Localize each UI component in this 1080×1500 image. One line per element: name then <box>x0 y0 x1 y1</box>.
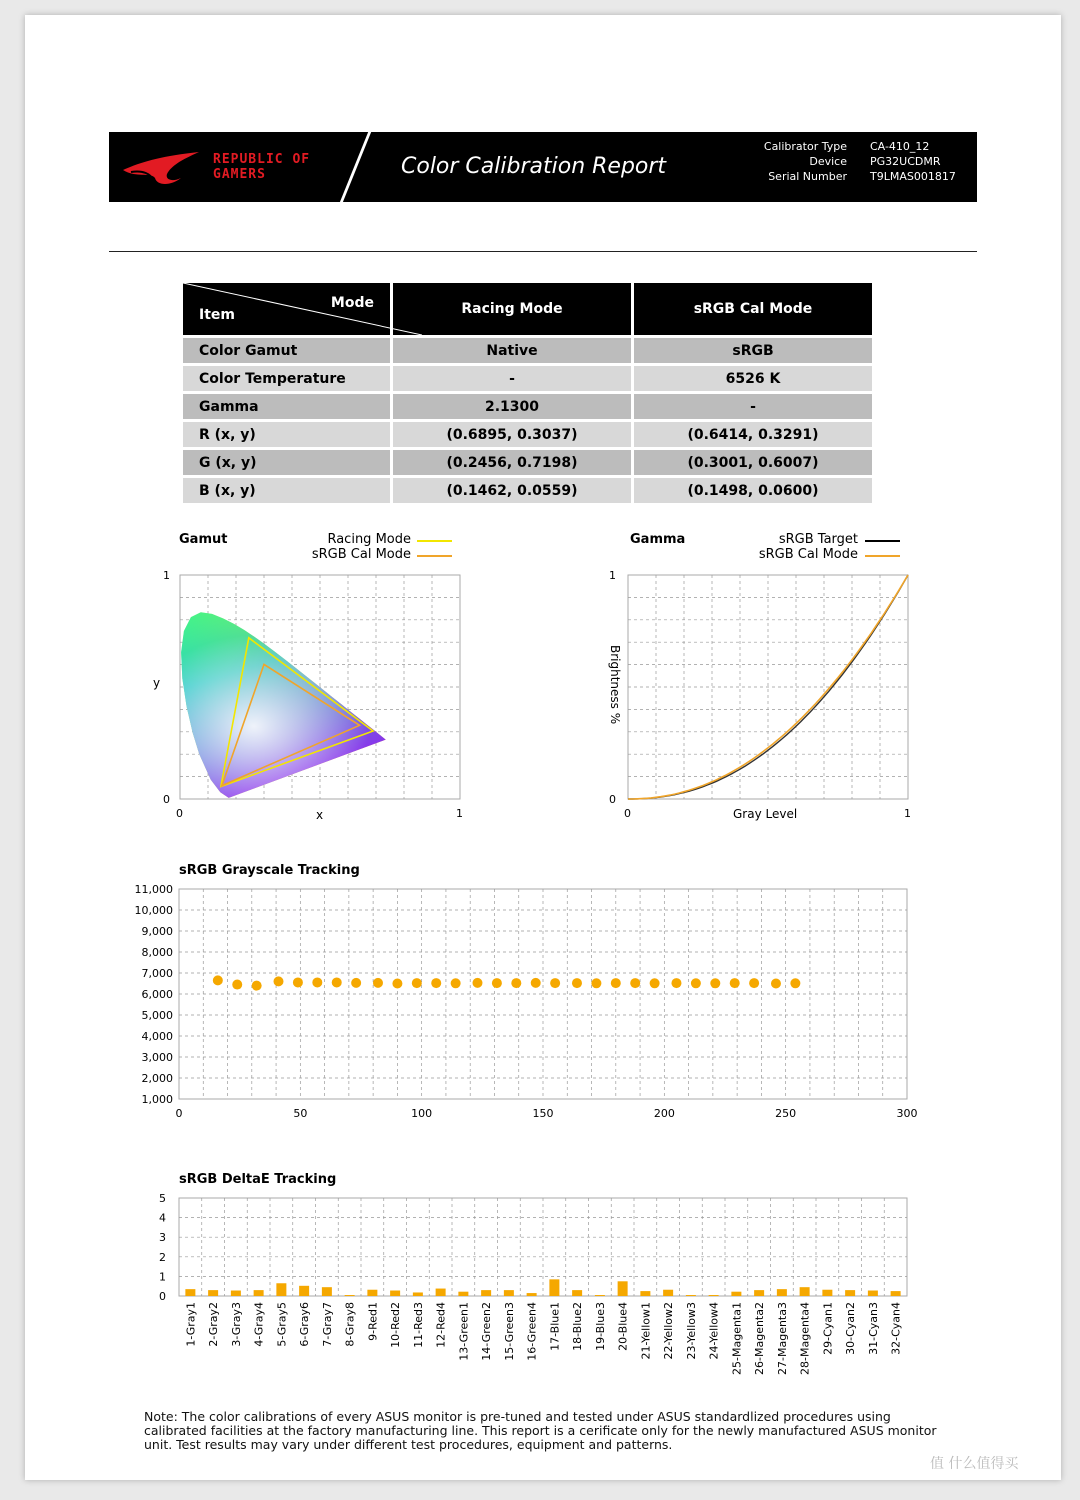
deltae-x-tick: 7-Gray7 <box>320 1302 334 1347</box>
deltae-y-tick: 4 <box>159 1211 166 1225</box>
gray-point <box>790 978 800 988</box>
gray-y-tick: 9,000 <box>141 925 173 938</box>
deltae-x-tick: 17-Blue1 <box>548 1302 562 1351</box>
meta-label-device: Device <box>809 155 847 168</box>
gray-point <box>591 978 601 988</box>
deltae-x-tick: 2-Gray2 <box>207 1302 221 1347</box>
row-item: Color Temperature <box>183 366 390 391</box>
row-srgb: (0.3001, 0.6007) <box>634 450 872 475</box>
row-racing: (0.6895, 0.3037) <box>393 422 631 447</box>
deltae-x-tick: 31-Cyan3 <box>866 1302 880 1355</box>
deltae-x-tick: 21-Yellow1 <box>639 1302 653 1360</box>
deltae-bar <box>299 1286 309 1296</box>
deltae-x-tick: 22-Yellow2 <box>662 1302 676 1360</box>
gray-point <box>531 978 541 988</box>
deltae-bar <box>754 1290 764 1296</box>
gray-x-tick: 200 <box>653 1107 675 1120</box>
deltae-bar <box>709 1295 719 1296</box>
gray-x-tick: 250 <box>775 1107 797 1120</box>
gamma-x-tick-0: 0 <box>624 807 631 820</box>
deltae-bar <box>640 1291 650 1296</box>
corner-item-label: Item <box>199 307 235 323</box>
deltae-x-tick: 12-Red4 <box>434 1302 448 1348</box>
deltae-bar <box>572 1290 582 1296</box>
deltae-x-tick: 29-Cyan1 <box>821 1302 835 1355</box>
gamut-y-tick-1: 1 <box>163 569 170 582</box>
deltae-bar <box>390 1291 400 1296</box>
gray-y-tick: 8,000 <box>141 946 173 959</box>
gray-point <box>351 978 361 988</box>
deltae-bar <box>777 1289 787 1296</box>
deltae-x-tick: 28-Magenta4 <box>798 1302 812 1375</box>
deltae-bar <box>891 1291 901 1296</box>
gamut-legend-racing-swatch <box>417 540 452 542</box>
deltae-bar <box>254 1290 264 1296</box>
meta-value-serial: T9LMAS001817 <box>870 170 956 183</box>
brand-line-1: REPUBLIC OF <box>213 152 311 167</box>
deltae-title: sRGB DeltaE Tracking <box>179 1172 337 1187</box>
deltae-y-tick: 5 <box>159 1192 166 1205</box>
table-row <box>183 450 872 475</box>
gamut-legend-srgb: sRGB Cal Mode <box>311 547 411 562</box>
gray-point <box>472 978 482 988</box>
deltae-bar <box>231 1291 241 1296</box>
gray-point <box>671 978 681 988</box>
deltae-bar <box>413 1292 423 1296</box>
deltae-x-tick: 26-Magenta2 <box>753 1302 767 1375</box>
deltae-x-tick: 11-Red3 <box>411 1302 425 1348</box>
deltae-x-tick: 18-Blue2 <box>571 1302 585 1351</box>
deltae-x-tick: 10-Red2 <box>389 1302 403 1348</box>
deltae-bar <box>686 1295 696 1296</box>
spec-table <box>180 280 875 506</box>
deltae-x-tick: 1-Gray1 <box>184 1302 198 1347</box>
brand-line-2: GAMERS <box>213 167 266 182</box>
row-item: R (x, y) <box>183 422 390 447</box>
deltae-bar <box>185 1289 195 1296</box>
row-srgb: (0.1498, 0.0600) <box>634 478 872 503</box>
row-srgb: - <box>634 394 872 419</box>
row-racing: (0.2456, 0.7198) <box>393 450 631 475</box>
col-header-racing: Racing Mode <box>393 283 631 335</box>
deltae-x-tick: 13-Green1 <box>457 1302 471 1361</box>
row-racing: 2.1300 <box>393 394 631 419</box>
gamut-legend-srgb-swatch <box>417 555 452 557</box>
row-racing: - <box>393 366 631 391</box>
gray-y-tick: 7,000 <box>141 967 173 980</box>
gamma-legend-srgb: sRGB Cal Mode <box>758 547 858 562</box>
report-title: Color Calibration Report <box>401 154 667 179</box>
gray-point <box>730 978 740 988</box>
deltae-bar <box>367 1290 377 1296</box>
gamma-y-tick-1: 1 <box>609 569 616 582</box>
row-racing: Native <box>393 338 631 363</box>
gray-point <box>332 977 342 987</box>
gray-point <box>630 978 640 988</box>
deltae-bar <box>481 1290 491 1296</box>
gray-point <box>373 978 383 988</box>
table-row <box>183 394 872 419</box>
gray-point <box>572 978 582 988</box>
gamut-chart <box>145 565 475 825</box>
gamut-y-tick-0: 0 <box>163 793 170 806</box>
deltae-bar <box>822 1290 832 1296</box>
row-srgb: (0.6414, 0.3291) <box>634 422 872 447</box>
row-srgb: 6526 K <box>634 366 872 391</box>
header-rule <box>109 251 977 252</box>
gamut-x-tick-0: 0 <box>176 807 183 820</box>
deltae-x-tick: 32-Cyan4 <box>889 1302 903 1355</box>
gray-y-tick: 3,000 <box>141 1051 173 1064</box>
gray-point <box>293 977 303 987</box>
deltae-bar <box>845 1290 855 1296</box>
corner-mode-label: Mode <box>330 295 374 311</box>
deltae-bar <box>345 1295 355 1296</box>
rog-logo-icon <box>121 148 201 188</box>
gamma-chart <box>593 565 923 825</box>
deltae-x-tick: 8-Gray8 <box>343 1302 357 1347</box>
gray-point <box>312 977 322 987</box>
brand-name <box>213 152 310 182</box>
deltae-bar <box>549 1279 559 1296</box>
deltae-x-tick: 4-Gray4 <box>252 1302 266 1347</box>
report-page <box>25 15 1061 1480</box>
gamut-legend-racing: Racing Mode <box>327 532 411 547</box>
gray-point <box>232 980 242 990</box>
gray-y-tick: 4,000 <box>141 1030 173 1043</box>
header-banner <box>109 132 977 202</box>
gamma-legend-target-swatch <box>865 540 900 542</box>
deltae-bar <box>595 1295 605 1296</box>
deltae-bar <box>436 1289 446 1296</box>
deltae-x-tick: 9-Red1 <box>366 1302 380 1341</box>
deltae-chart <box>145 1190 925 1390</box>
row-racing: (0.1462, 0.0559) <box>393 478 631 503</box>
deltae-x-tick: 25-Magenta1 <box>730 1302 744 1375</box>
gray-x-tick: 300 <box>896 1107 918 1120</box>
gray-point <box>273 976 283 986</box>
gray-y-tick: 5,000 <box>141 1009 173 1022</box>
deltae-bar <box>731 1292 741 1296</box>
meta-label-calibrator: Calibrator Type <box>763 140 847 153</box>
deltae-y-tick: 2 <box>159 1250 166 1264</box>
gray-point <box>492 978 502 988</box>
row-item: B (x, y) <box>183 478 390 503</box>
meta-value-calibrator: CA-410_12 <box>870 140 930 153</box>
deltae-y-tick: 0 <box>159 1290 166 1303</box>
deltae-x-tick: 5-Gray5 <box>275 1302 289 1347</box>
table-row <box>183 366 872 391</box>
grayscale-title: sRGB Grayscale Tracking <box>179 863 360 878</box>
gamut-y-label: y <box>153 676 161 690</box>
gray-y-tick: 2,000 <box>141 1072 173 1085</box>
gray-x-tick: 150 <box>532 1107 554 1120</box>
gamut-title: Gamut <box>179 532 228 547</box>
gray-x-tick: 50 <box>293 1107 308 1120</box>
deltae-y-tick: 3 <box>159 1231 166 1245</box>
col-header-srgb: sRGB Cal Mode <box>634 283 872 335</box>
row-srgb: sRGB <box>634 338 872 363</box>
meta-label-serial: Serial Number <box>768 170 847 183</box>
row-item: Color Gamut <box>183 338 390 363</box>
banner-divider <box>336 130 372 212</box>
gamma-legend-target: sRGB Target <box>778 532 858 547</box>
gamma-y-label: Brightness % <box>608 645 622 725</box>
gamma-legend-srgb-swatch <box>865 555 900 557</box>
gray-point <box>550 978 560 988</box>
watermark: 值 什么值得买 <box>930 1456 1019 1472</box>
deltae-x-tick: 15-Green3 <box>502 1302 516 1361</box>
deltae-x-tick: 30-Cyan2 <box>844 1302 858 1355</box>
gamma-x-tick-1: 1 <box>904 807 911 820</box>
deltae-x-tick: 16-Green4 <box>525 1302 539 1361</box>
gamma-title: Gamma <box>630 532 686 547</box>
gray-point <box>451 978 461 988</box>
row-item: Gamma <box>183 394 390 419</box>
gray-point <box>511 978 521 988</box>
gray-point <box>650 978 660 988</box>
meta-value-device: PG32UCDMR <box>870 155 941 168</box>
gray-point <box>771 979 781 989</box>
grayscale-chart <box>115 875 935 1135</box>
deltae-x-tick: 6-Gray6 <box>298 1302 312 1347</box>
corner-cell <box>183 283 390 335</box>
gray-x-tick: 100 <box>411 1107 433 1120</box>
deltae-x-tick: 24-Yellow4 <box>707 1302 721 1360</box>
gray-point <box>431 978 441 988</box>
deltae-bar <box>868 1291 878 1296</box>
gray-y-tick: 1,000 <box>141 1093 173 1106</box>
deltae-bar <box>527 1293 537 1296</box>
gray-y-tick: 11,000 <box>134 883 173 896</box>
gray-point <box>213 975 223 985</box>
gray-point <box>710 978 720 988</box>
gray-point <box>611 978 621 988</box>
gamut-x-tick-1: 1 <box>456 807 463 820</box>
deltae-bar <box>504 1290 514 1296</box>
deltae-x-tick: 23-Yellow3 <box>684 1302 698 1360</box>
deltae-bar <box>458 1292 468 1296</box>
gray-point <box>252 981 262 991</box>
gray-point <box>749 978 759 988</box>
deltae-bar <box>276 1283 286 1296</box>
deltae-bar <box>618 1281 628 1296</box>
gray-point <box>392 979 402 989</box>
deltae-bar <box>322 1287 332 1296</box>
deltae-x-tick: 14-Green2 <box>480 1302 494 1361</box>
deltae-bar <box>800 1287 810 1296</box>
gray-y-tick: 6,000 <box>141 988 173 1001</box>
deltae-y-tick: 1 <box>159 1270 166 1284</box>
deltae-bar <box>663 1290 673 1296</box>
gray-point <box>691 978 701 988</box>
row-item: G (x, y) <box>183 450 390 475</box>
gray-y-tick: 10,000 <box>134 904 173 917</box>
footnote: Note: The color calibrations of every ASUS monitor is pre-tuned and tested under ASUS standardlized procedures using calibrated facilities at the factory manufacturing line. This report is a cerificate only for the newly manufactured ASUS monitor unit. Test results may vary under different test procedures, equipment and patterns. <box>144 1409 937 1452</box>
gamma-x-label: Gray Level <box>733 807 798 821</box>
deltae-x-tick: 27-Magenta3 <box>775 1302 789 1375</box>
gray-point <box>412 978 422 988</box>
gamma-y-tick-0: 0 <box>609 793 616 806</box>
table-row <box>183 422 872 447</box>
deltae-x-tick: 3-Gray3 <box>229 1302 243 1347</box>
deltae-bar <box>208 1290 218 1296</box>
gray-x-tick: 0 <box>175 1107 183 1120</box>
gamut-x-label: x <box>316 808 324 822</box>
table-row <box>183 478 872 503</box>
deltae-x-tick: 20-Blue4 <box>616 1302 630 1351</box>
deltae-x-tick: 19-Blue3 <box>593 1302 607 1351</box>
table-row <box>183 338 872 363</box>
